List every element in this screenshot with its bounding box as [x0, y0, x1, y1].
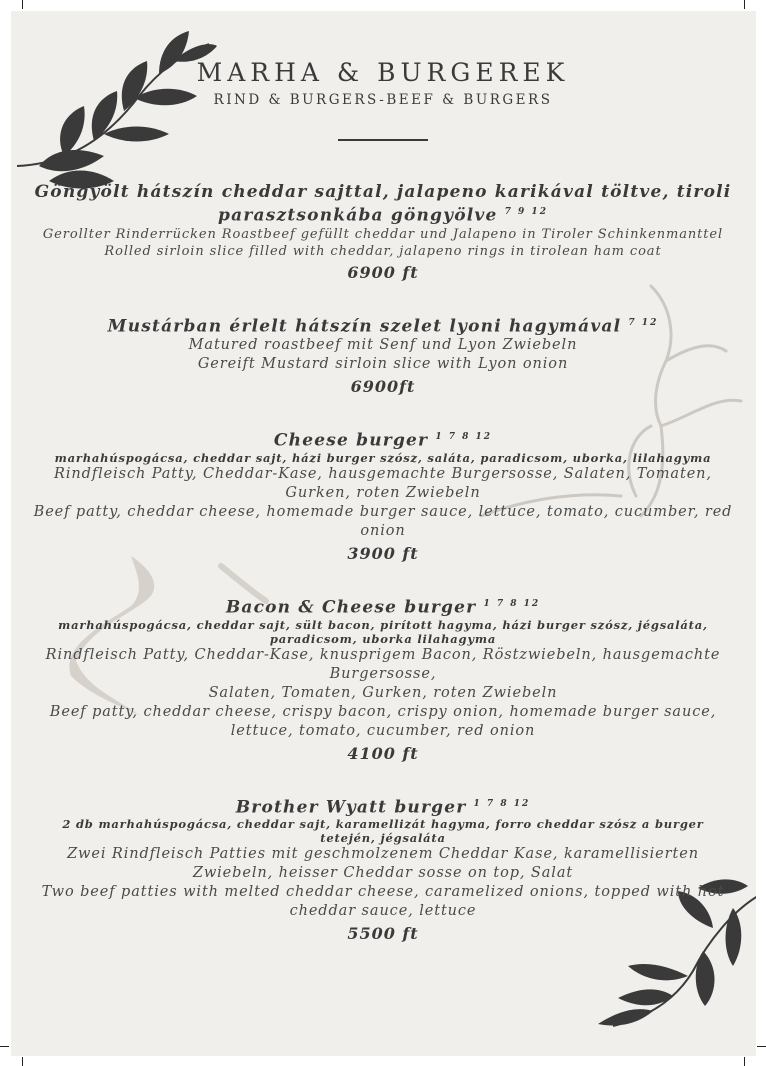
allergen-codes: 1 7 8 12	[483, 598, 541, 609]
crop-mark	[22, 1057, 23, 1066]
item-desc-de: Matured roastbeef mit Senf und Lyon Zwiebeln	[188, 337, 578, 354]
item-price: 6900ft	[350, 377, 416, 397]
menu-item-rolled-sirloin	[30, 182, 736, 285]
item-price: 4100 ft	[347, 743, 419, 763]
item-name: Göngyölt hátszín cheddar sajttal, jalapeno karikával töltve, tiroli parasztsonkába göngyölve $^{7 9 12}$	[34, 182, 732, 226]
item-desc-en: Two beef patties with melted cheddar cheese, caramelized onions, topped with hot cheddar sauce, lettuce	[41, 884, 725, 920]
item-desc-de: Gerollter Rinderrücken Roastbeef gefüllt cheddar und Jalapeno in Tiroler Schinkenmanttel	[42, 226, 724, 242]
crop-mark	[744, 0, 745, 9]
allergen-codes: 1 7 8 12	[473, 798, 531, 809]
menu-items	[30, 182, 736, 974]
allergen-codes: 1 7 8 12	[435, 432, 493, 443]
item-price: 3900 ft	[347, 543, 419, 563]
allergen-codes: 7 9 12	[504, 207, 548, 217]
menu-title: MARHA & BURGEREK	[196, 58, 570, 87]
menu-item-mustard-sirloin	[30, 313, 736, 400]
item-desc-en: Beef patty, cheddar cheese, homemade burger sauce, lettuce, tomato, cucumber, red onion	[33, 503, 733, 539]
item-desc-de: Rindfleisch Patty, Cheddar-Kase, hausgemachte Burgersosse, Salaten, Tomaten, Gurken, roten Zwiebeln	[54, 465, 712, 501]
item-price: 6900 ft	[347, 262, 419, 282]
menu-item-brother-wyatt-burger	[30, 794, 736, 947]
item-desc-hu: marhahúspogácsa, cheddar sajt, házi burger szósz, saláta, paradicsom, uborka, lilahagyma	[54, 450, 712, 465]
item-desc-de: Zwei Rindfleisch Patties mit geschmolzenem Cheddar Kase, karamellisierten Zwiebeln, heisser Cheddar sosse on top, Salat	[67, 846, 699, 882]
item-desc-de-cont: Salaten, Tomaten, Gurken, roten Zwiebeln	[208, 684, 558, 701]
item-name: Brother Wyatt burger $^{1 7 8 12}$	[235, 797, 531, 818]
crop-mark	[744, 1057, 745, 1066]
item-desc-en: Beef patty, cheddar cheese, crispy bacon, crispy onion, homemade burger sauce, lettuce, tomato, cucumber, red onion	[49, 703, 717, 739]
item-price: 5500 ft	[347, 924, 419, 944]
item-desc-en: Gereift Mustard sirloin slice with Lyon onion	[197, 356, 569, 373]
menu-subtitle: RIND & BURGERS-BEEF & BURGERS	[213, 92, 553, 108]
allergen-codes: 7 12	[628, 317, 659, 328]
item-desc-de: Rindfleisch Patty, Cheddar-Kase, knusprigem Bacon, Röstzwiebeln, hausgemachte Burgersosse,	[45, 646, 721, 682]
title-divider	[338, 139, 428, 141]
item-desc-en: Rolled sirloin slice filled with cheddar, jalapeno rings in tirolean ham coat	[104, 243, 662, 259]
menu-item-cheese-burger	[30, 427, 736, 566]
item-name: Bacon & Cheese burger $^{1 7 8 12}$	[225, 597, 541, 618]
crop-mark	[0, 1046, 9, 1047]
menu-item-bacon-cheese-burger	[30, 594, 736, 766]
item-desc-hu: 2 db marhahúspogácsa, cheddar sajt, karamellizát hagyma, forro cheddar szósz a burger tetején, jégsaláta	[62, 817, 704, 846]
crop-mark	[757, 1046, 766, 1047]
item-name: Mustárban érlelt hátszín szelet lyoni hagymával $^{7 12}$	[107, 316, 659, 337]
item-desc-hu: marhahúspogácsa, cheddar sajt, sült bacon, pirított hagyma, házi burger szósz, jégsaláta, paradicsom, uborka lilahagyma	[58, 617, 708, 646]
crop-mark	[22, 0, 23, 9]
item-name: Cheese burger $^{1 7 8 12}$	[273, 430, 493, 451]
